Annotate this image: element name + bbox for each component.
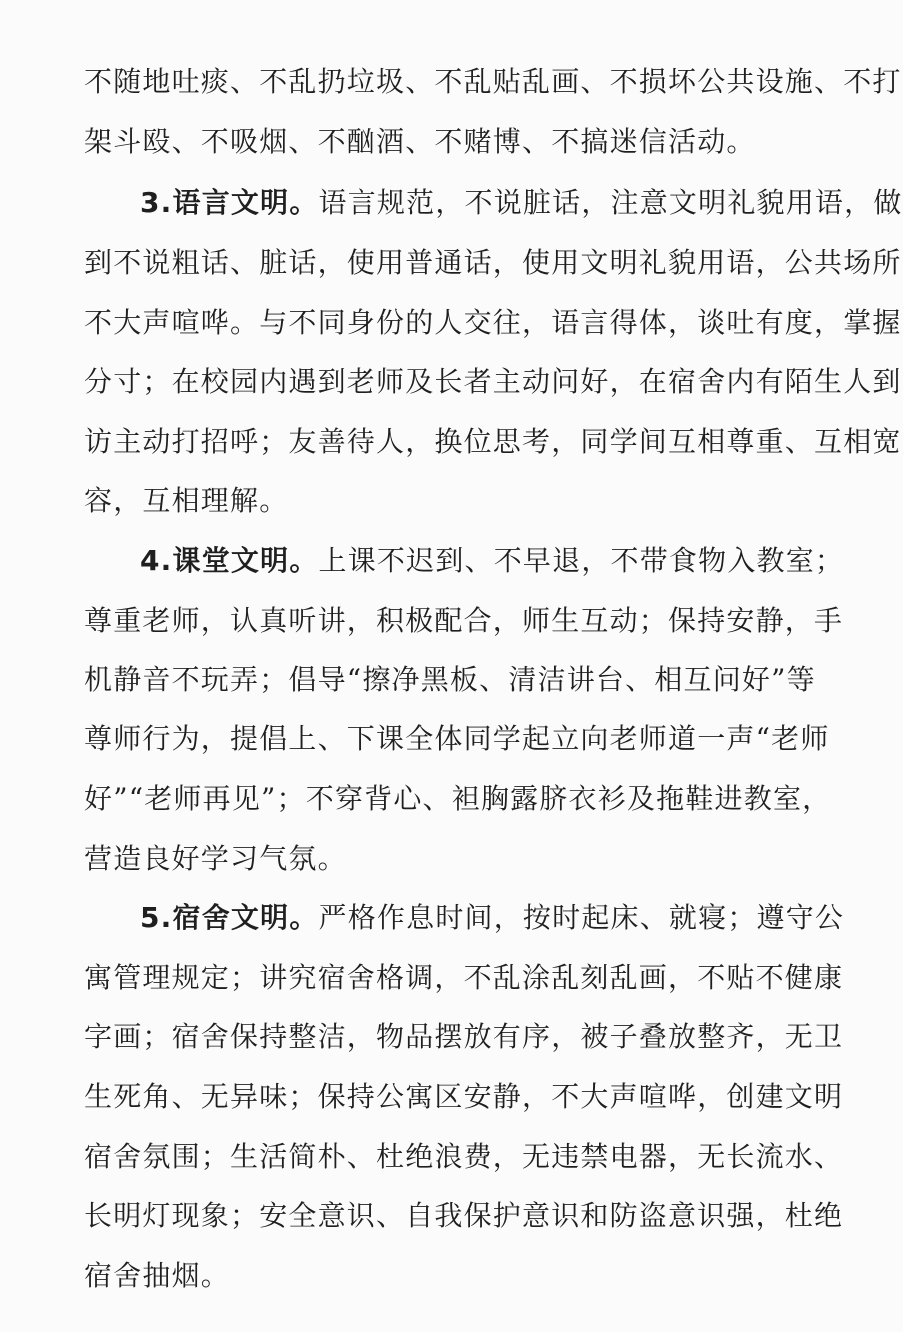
section-4-first-line-text: 上课不迟到、不早退，不带食物入教室； (318, 544, 845, 577)
section-5-line-6: 长明灯现象；安全意识、自我保护意识和防盗意识强，杜绝 (84, 1199, 844, 1232)
section-5-line-3: 字画；宿舍保持整洁，物品摆放有序，被子叠放整齐，无卫 (84, 1020, 844, 1053)
section-4-heading: 4.课堂文明。 (140, 544, 319, 577)
section-4-line-2: 尊重老师，认真听讲，积极配合，师生互动；保持安静，手 (84, 604, 844, 637)
section-5-first-line (140, 898, 903, 938)
section-5-line-2: 寓管理规定；讲究宿舍格调，不乱涂乱刻乱画，不贴不健康 (84, 961, 844, 994)
section-4-first-line (140, 541, 903, 581)
intro-line-2: 架斗殴、不吸烟、不酗酒、不赌博、不搞迷信活动。 (84, 125, 756, 158)
section-4-line-5: 好”“老师再见”；不穿背心、袒胸露脐衣衫及拖鞋进教室， (84, 782, 832, 815)
section-3-heading: 3.语言文明。 (140, 186, 319, 219)
section-5-line-7: 宿舍抽烟。 (84, 1259, 231, 1292)
section-3-line-4: 分寸；在校园内遇到老师及长者主动问好，在宿舍内有陌生人到 (84, 365, 902, 398)
section-3-first-line-text: 语言规范，不说脏话，注意文明礼貌用语，做 (318, 186, 903, 219)
section-5-line-4: 生死角、无异味；保持公寓区安静，不大声喧哗，创建文明 (84, 1080, 844, 1113)
intro-line-1: 不随地吐痰、不乱扔垃圾、不乱贴乱画、不损坏公共设施、不打 (84, 65, 902, 98)
section-4-line-6: 营造良好学习气氛。 (84, 842, 347, 875)
section-3-line-2: 到不说粗话、脏话，使用普通话，使用文明礼貌用语，公共场所 (84, 246, 902, 279)
section-5-line-5: 宿舍氛围；生活简朴、杜绝浪费，无违禁电器，无长流水、 (84, 1140, 844, 1173)
section-5-first-line-text: 严格作息时间，按时起床、就寝；遵守公 (318, 901, 845, 934)
section-5-heading: 5.宿舍文明。 (140, 901, 319, 934)
section-3-line-3: 不大声喧哗。与不同身份的人交往，语言得体，谈吐有度，掌握 (84, 306, 902, 339)
section-3-line-6: 容，互相理解。 (84, 484, 289, 517)
section-4-line-3: 机静音不玩弄；倡导“擦净黑板、清洁讲台、相互问好”等 (84, 663, 816, 696)
section-3-first-line (140, 183, 903, 223)
section-4-line-4: 尊师行为，提倡上、下课全体同学起立向老师道一声“老师 (84, 722, 830, 755)
section-3-line-5: 访主动打招呼；友善待人，换位思考，同学间互相尊重、互相宽 (84, 425, 902, 458)
